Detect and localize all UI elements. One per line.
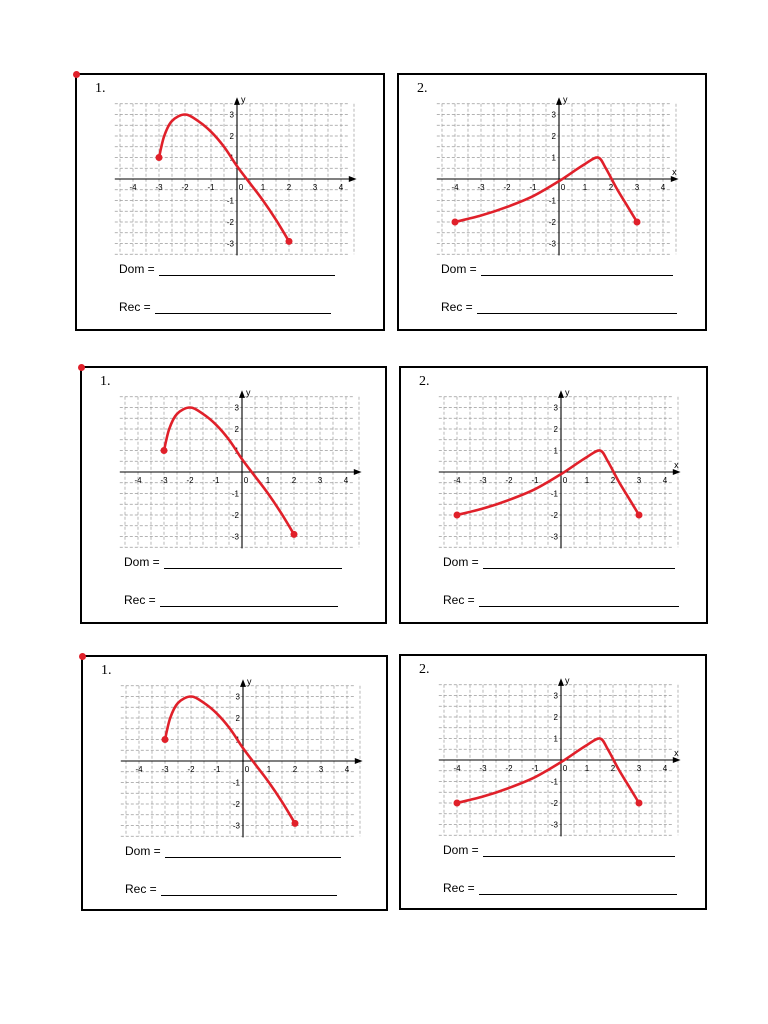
y-tick-label: -3 [550,820,558,830]
endpoint-dot [162,736,169,743]
card-number: 2. [417,81,428,96]
x-tick-label: 0 [244,765,250,774]
y-tick-label: 2 [551,132,556,141]
function-graph [425,89,685,261]
x-tick-label: 3 [636,764,642,773]
domain-label: Dom = [443,555,479,569]
x-tick-label: 1 [584,764,590,773]
range-answer[interactable] [441,300,677,314]
domain-label: Dom = [441,262,477,276]
y-axis-label: y [565,387,570,398]
x-tick-label: -3 [161,765,169,774]
y-axis-arrow [558,390,564,398]
card-number: 2. [419,662,430,677]
domain-blank[interactable] [483,556,675,569]
x-tick-label: 2 [608,183,614,192]
domain-blank[interactable] [159,263,335,276]
x-tick-label: 3 [318,765,324,774]
x-tick-label: 4 [660,183,666,192]
y-tick-label: -1 [548,196,556,206]
x-tick-label: 4 [338,183,344,192]
x-tick-label: 1 [265,476,271,485]
domain-answer[interactable] [443,843,675,857]
y-tick-label: 3 [553,403,558,413]
function-curve [165,697,295,824]
x-tick-label: 4 [343,476,349,485]
y-tick-label: -1 [232,778,240,788]
x-tick-label: 3 [317,476,323,485]
function-curve [164,408,294,535]
range-answer[interactable] [124,593,338,607]
domain-answer[interactable] [125,844,341,858]
graph-card [81,655,388,911]
y-tick-label: 1 [229,153,234,163]
x-tick-label: -1 [531,476,539,485]
y-axis-arrow [556,97,562,105]
graph-card [80,366,387,624]
function-graph [109,671,369,843]
x-tick-label: -2 [187,765,195,774]
x-tick-label: 4 [344,765,350,774]
x-axis-label: x [672,167,677,177]
endpoint-dot [156,154,163,161]
y-tick-label: -2 [550,511,558,520]
x-tick-label: -2 [505,764,513,773]
graph-card [399,366,708,624]
y-tick-label: -2 [232,800,240,809]
domain-answer[interactable] [441,262,673,276]
range-label: Rec = [124,593,156,607]
corner-dot [73,71,80,78]
x-tick-label: 2 [610,476,616,485]
endpoint-dot [454,512,461,519]
x-tick-label: -2 [181,183,189,192]
card-number: 2. [419,374,430,389]
x-tick-label: -1 [212,476,220,485]
domain-label: Dom = [125,844,161,858]
range-answer[interactable] [443,593,679,607]
x-tick-label: 1 [582,183,588,192]
card-number: 1. [101,663,112,678]
x-tick-label: -4 [134,476,142,485]
y-axis-arrow [240,679,246,687]
x-axis-label: x [674,748,679,758]
graph-card [397,73,707,331]
x-tick-label: -1 [207,183,215,192]
x-tick-label: -4 [453,476,461,485]
range-blank[interactable] [477,301,677,314]
y-tick-label: 3 [235,692,240,702]
function-graph [108,382,368,554]
y-tick-label: -1 [226,196,234,206]
x-tick-label: 3 [634,183,640,192]
corner-dot [79,653,86,660]
endpoint-dot [292,820,299,827]
x-tick-label: 0 [562,764,568,773]
x-tick-label: 1 [260,183,266,192]
y-axis-arrow [234,97,240,105]
y-tick-label: 3 [234,403,239,413]
domain-answer[interactable] [443,555,675,569]
y-tick-label: -2 [550,799,558,808]
x-tick-label: 2 [292,765,298,774]
corner-dot [78,364,85,371]
domain-label: Dom = [124,555,160,569]
y-axis-label: y [241,94,246,105]
endpoint-dot [161,447,168,454]
y-tick-label: 1 [551,153,556,163]
y-tick-label: -1 [550,777,558,787]
y-tick-label: -2 [548,218,556,227]
x-tick-label: 0 [243,476,249,485]
x-tick-label: -3 [477,183,485,192]
domain-label: Dom = [119,262,155,276]
range-label: Rec = [441,300,473,314]
y-tick-label: 3 [551,110,556,120]
range-label: Rec = [443,593,475,607]
endpoint-dot [286,238,293,245]
domain-blank[interactable] [164,556,342,569]
x-axis-arrow [355,758,363,764]
x-tick-label: -3 [479,764,487,773]
range-blank[interactable] [155,301,331,314]
range-answer[interactable] [443,881,677,895]
graph-card [399,654,707,910]
card-number: 1. [100,374,111,389]
x-tick-label: 2 [610,764,616,773]
domain-answer[interactable] [119,262,335,276]
range-blank[interactable] [161,883,337,896]
range-label: Rec = [119,300,151,314]
y-tick-label: -3 [231,532,239,542]
range-answer[interactable] [119,300,331,314]
x-tick-label: -2 [505,476,513,485]
endpoint-dot [636,512,643,519]
y-axis-arrow [558,678,564,686]
x-tick-label: -1 [213,765,221,774]
x-tick-label: -4 [135,765,143,774]
y-tick-label: 3 [553,691,558,701]
card-number: 1. [95,81,106,96]
y-tick-label: 2 [553,713,558,722]
endpoint-dot [291,531,298,538]
x-tick-label: 2 [286,183,292,192]
y-tick-label: -1 [550,489,558,499]
y-tick-label: -1 [231,489,239,499]
x-tick-label: 1 [584,476,590,485]
x-tick-label: -1 [529,183,537,192]
x-tick-label: 0 [562,476,568,485]
endpoint-dot [452,219,459,226]
domain-label: Dom = [443,843,479,857]
x-tick-label: -4 [129,183,137,192]
function-curve [159,115,289,242]
y-tick-label: -3 [226,239,234,249]
y-axis-label: y [246,387,251,398]
y-tick-label: 1 [553,734,558,744]
x-tick-label: -4 [451,183,459,192]
x-tick-label: 2 [291,476,297,485]
y-tick-label: -3 [232,821,240,831]
y-tick-label: 2 [229,132,234,141]
domain-blank[interactable] [481,263,673,276]
x-tick-label: -2 [503,183,511,192]
function-graph [427,382,687,554]
domain-blank[interactable] [483,844,675,857]
x-tick-label: 0 [560,183,566,192]
range-answer[interactable] [125,882,337,896]
x-tick-label: 3 [312,183,318,192]
endpoint-dot [636,800,643,807]
y-axis-arrow [239,390,245,398]
function-graph [427,670,687,842]
y-tick-label: 3 [229,110,234,120]
x-tick-label: -3 [155,183,163,192]
y-tick-label: -3 [550,532,558,542]
y-tick-label: 2 [235,714,240,723]
x-axis-arrow [354,469,362,475]
range-blank[interactable] [479,882,677,895]
y-tick-label: -2 [231,511,239,520]
x-tick-label: 3 [636,476,642,485]
y-tick-label: 2 [553,425,558,434]
function-graph [103,89,363,261]
range-blank[interactable] [479,594,679,607]
x-tick-label: -3 [160,476,168,485]
x-tick-label: 0 [238,183,244,192]
x-tick-label: -1 [531,764,539,773]
domain-blank[interactable] [165,845,341,858]
range-label: Rec = [443,881,475,895]
y-axis-label: y [565,675,570,686]
x-tick-label: -4 [453,764,461,773]
y-axis-label: y [247,676,252,687]
x-tick-label: 4 [662,476,668,485]
y-tick-label: -2 [226,218,234,227]
y-tick-label: 1 [235,735,240,745]
range-blank[interactable] [160,594,338,607]
endpoint-dot [454,800,461,807]
x-axis-label: x [674,460,679,470]
x-axis-arrow [349,176,357,182]
y-tick-label: 1 [553,446,558,456]
x-tick-label: 4 [662,764,668,773]
x-tick-label: -3 [479,476,487,485]
endpoint-dot [634,219,641,226]
y-tick-label: 2 [234,425,239,434]
x-tick-label: 1 [266,765,272,774]
y-tick-label: -3 [548,239,556,249]
y-axis-label: y [563,94,568,105]
graph-card [75,73,385,331]
y-tick-label: 1 [234,446,239,456]
domain-answer[interactable] [124,555,342,569]
x-tick-label: -2 [186,476,194,485]
range-label: Rec = [125,882,157,896]
